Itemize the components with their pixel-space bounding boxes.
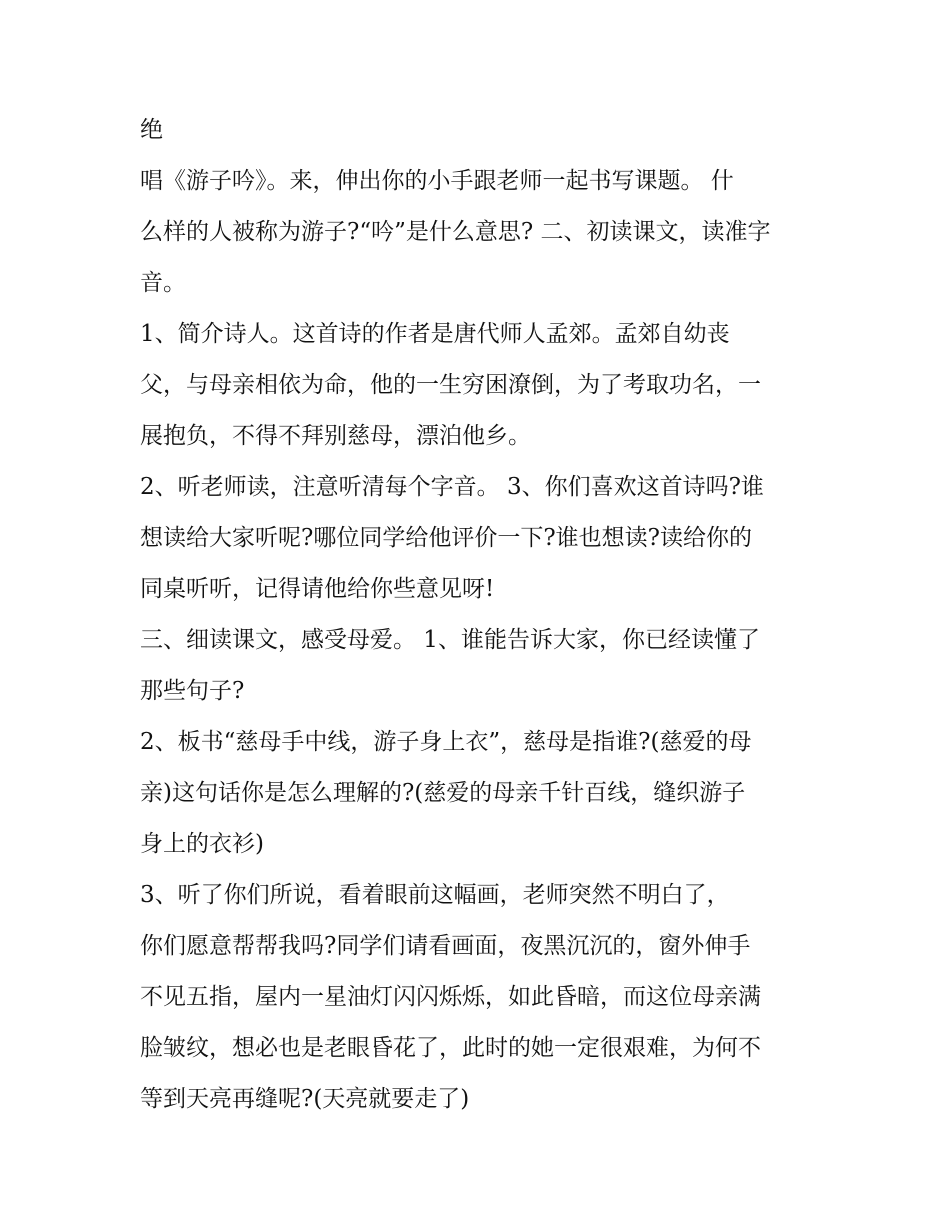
text-line: 展抱负，不得不拜别慈母，漂泊他乡。 bbox=[140, 423, 531, 449]
text-line: 同桌听听，记得请他给你些意见呀! bbox=[140, 576, 495, 602]
text-line: 1、简介诗人。这首诗的作者是唐代师人孟郊。孟郊自幼丧 bbox=[140, 321, 730, 347]
text-line: 么样的人被称为游子?“吟”是什么意思? 二、初读课文，读准字 bbox=[140, 219, 771, 245]
text-line: 想读给大家听呢?哪位同学给他评价一下?谁也想读?读给你的 bbox=[140, 525, 752, 551]
text-line: 不见五指，屋内一星油灯闪闪烁烁，如此昏暗，而这位母亲满 bbox=[140, 984, 761, 1010]
text-line: 2、板书“慈母手中线，游子身上衣”，慈母是指谁?(慈爱的母 bbox=[140, 729, 752, 755]
text-line: 你们愿意帮帮我吗?同学们请看画面，夜黑沉沉的，窗外伸手 bbox=[140, 933, 751, 959]
text-line: 绝 bbox=[140, 117, 163, 143]
text-line: 唱《游子吟》。来，伸出你的小手跟老师一起书写课题。 什 bbox=[140, 168, 734, 194]
text-line: 等到天亮再缝呢?(天亮就要走了) bbox=[140, 1086, 470, 1112]
text-line: 身上的衣衫) bbox=[140, 831, 264, 857]
text-line: 亲)这句话你是怎么理解的?(慈爱的母亲千针百线，缝织游子 bbox=[140, 780, 746, 806]
text-line: 脸皱纹，想必也是老眼昏花了，此时的她一定很艰难，为何不 bbox=[140, 1035, 761, 1061]
text-line: 父，与母亲相依为命，他的一生穷困潦倒，为了考取功名，一 bbox=[140, 372, 761, 398]
text-line: 音。 bbox=[140, 270, 186, 296]
text-line: 3、听了你们所说，看着眼前这幅画，老师突然不明白了， bbox=[140, 882, 730, 908]
text-line: 2、听老师读，注意听清每个字音。 3、你们喜欢这首诗吗?谁 bbox=[140, 474, 764, 500]
document-body bbox=[140, 108, 820, 1128]
text-line: 三、细读课文，感受母爱。 1、谁能告诉大家，你已经读懂了 bbox=[140, 627, 760, 653]
text-line: 那些句子? bbox=[140, 678, 245, 704]
